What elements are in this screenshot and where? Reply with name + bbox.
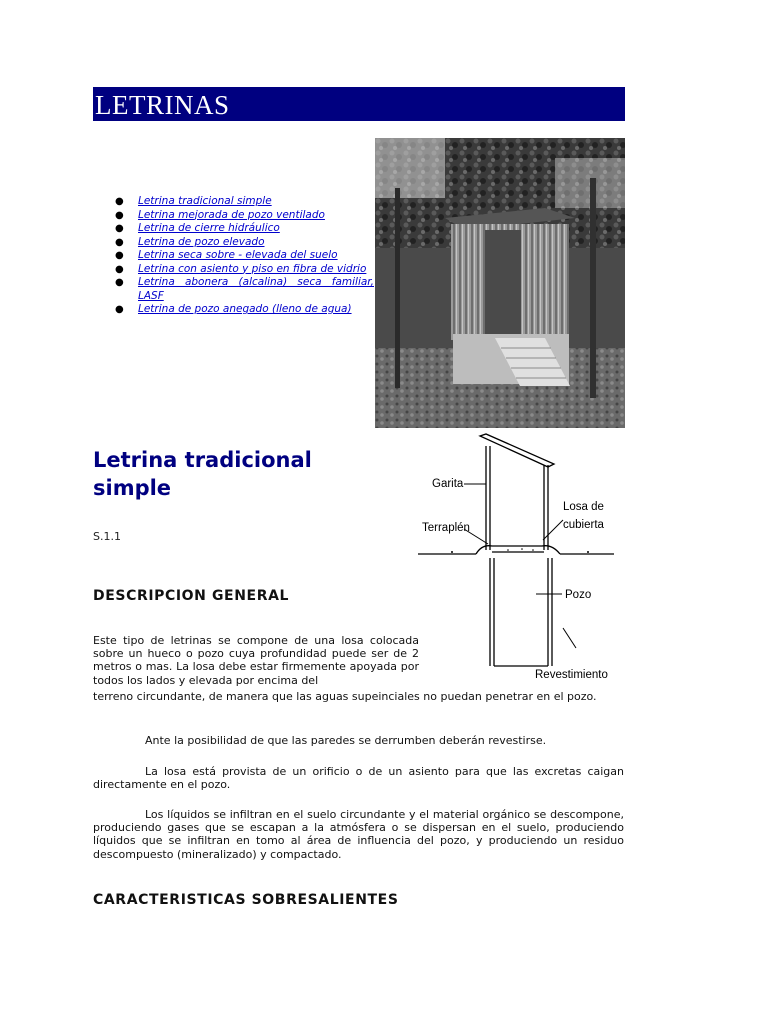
bullet-icon: ● bbox=[115, 223, 124, 234]
section-title: Letrina tradicional simple bbox=[93, 448, 312, 500]
toc-link[interactable]: Letrina con asiento y piso en fibra de vidrio bbox=[138, 262, 367, 275]
list-item bbox=[112, 303, 374, 317]
toc-link[interactable]: Letrina tradicional simple bbox=[138, 195, 272, 207]
list-item bbox=[112, 276, 374, 303]
list-item bbox=[112, 222, 374, 236]
paragraph: Ante la posibilidad de que las paredes se derrumben deberán revestirse. bbox=[145, 734, 547, 747]
label-terraplen: Terraplén bbox=[422, 522, 470, 534]
toc-link[interactable]: Letrina seca sobre - elevada del suelo bbox=[138, 249, 338, 261]
paragraph: Este tipo de letrinas se compone de una losa colocada sobre un hueco o pozo cuya profundidad puede ser de 2 metros o mas. La losa debe estar firmemente apoyada por todos los lados y elevada por encima del bbox=[93, 634, 419, 687]
paragraph: terreno circundante, de manera que las aguas supeinciales no puedan penetrar en el pozo. bbox=[93, 690, 597, 703]
label-losa: Losa de bbox=[563, 501, 604, 513]
heading-features: CARACTERISTICAS SOBRESALIENTES bbox=[93, 892, 399, 908]
list-item bbox=[112, 249, 374, 263]
title-banner bbox=[93, 87, 625, 121]
list-item bbox=[112, 209, 374, 223]
toc-link[interactable]: Letrina de pozo elevado bbox=[138, 235, 265, 248]
latrine-photo bbox=[375, 138, 625, 428]
latrine-types-list bbox=[112, 195, 374, 317]
section-code: S.1.1 bbox=[93, 530, 121, 543]
paragraph: Los líquidos se infiltran en el suelo circundante y el material orgánico se descompone, produciendo gases que se escapan a la atmósfera o se dispersan en el suelo, produciendo líquidos que se infiltran en tomo al área de influencia del pozo, y produciendo un residuo descompuesto (mineralizado) y compactado. bbox=[93, 808, 624, 861]
label-garita: Garita bbox=[432, 478, 464, 490]
bullet-icon: ● bbox=[115, 250, 124, 261]
list-item bbox=[112, 195, 374, 209]
page-title: LETRINAS bbox=[95, 90, 230, 120]
latrine-cross-section-diagram bbox=[418, 432, 628, 682]
label-revestimiento: Revestimiento bbox=[535, 669, 608, 681]
paragraph: La losa está provista de un orificio o de un asiento para que las excretas caigan directamente en el pozo. bbox=[93, 765, 624, 792]
bullet-icon: ● bbox=[115, 263, 124, 275]
toc-link[interactable]: Letrina de pozo anegado (lleno de agua) bbox=[138, 303, 352, 315]
toc-link[interactable]: Letrina mejorada de pozo ventilado bbox=[138, 208, 325, 221]
bullet-icon: ● bbox=[115, 196, 124, 207]
toc-link[interactable]: Letrina abonera (alcalina) seca familiar, LASF bbox=[138, 276, 374, 302]
bullet-icon: ● bbox=[115, 304, 124, 315]
list-item bbox=[112, 263, 374, 277]
bullet-icon: ● bbox=[115, 209, 124, 221]
label-cubierta: cubierta bbox=[563, 519, 604, 531]
toc-link[interactable]: Letrina de cierre hidráulico bbox=[138, 222, 280, 234]
label-pozo: Pozo bbox=[565, 589, 592, 601]
heading-general: DESCRIPCION GENERAL bbox=[93, 588, 290, 604]
bullet-icon: ● bbox=[115, 277, 124, 288]
bullet-icon: ● bbox=[115, 236, 124, 248]
list-item bbox=[112, 236, 374, 250]
